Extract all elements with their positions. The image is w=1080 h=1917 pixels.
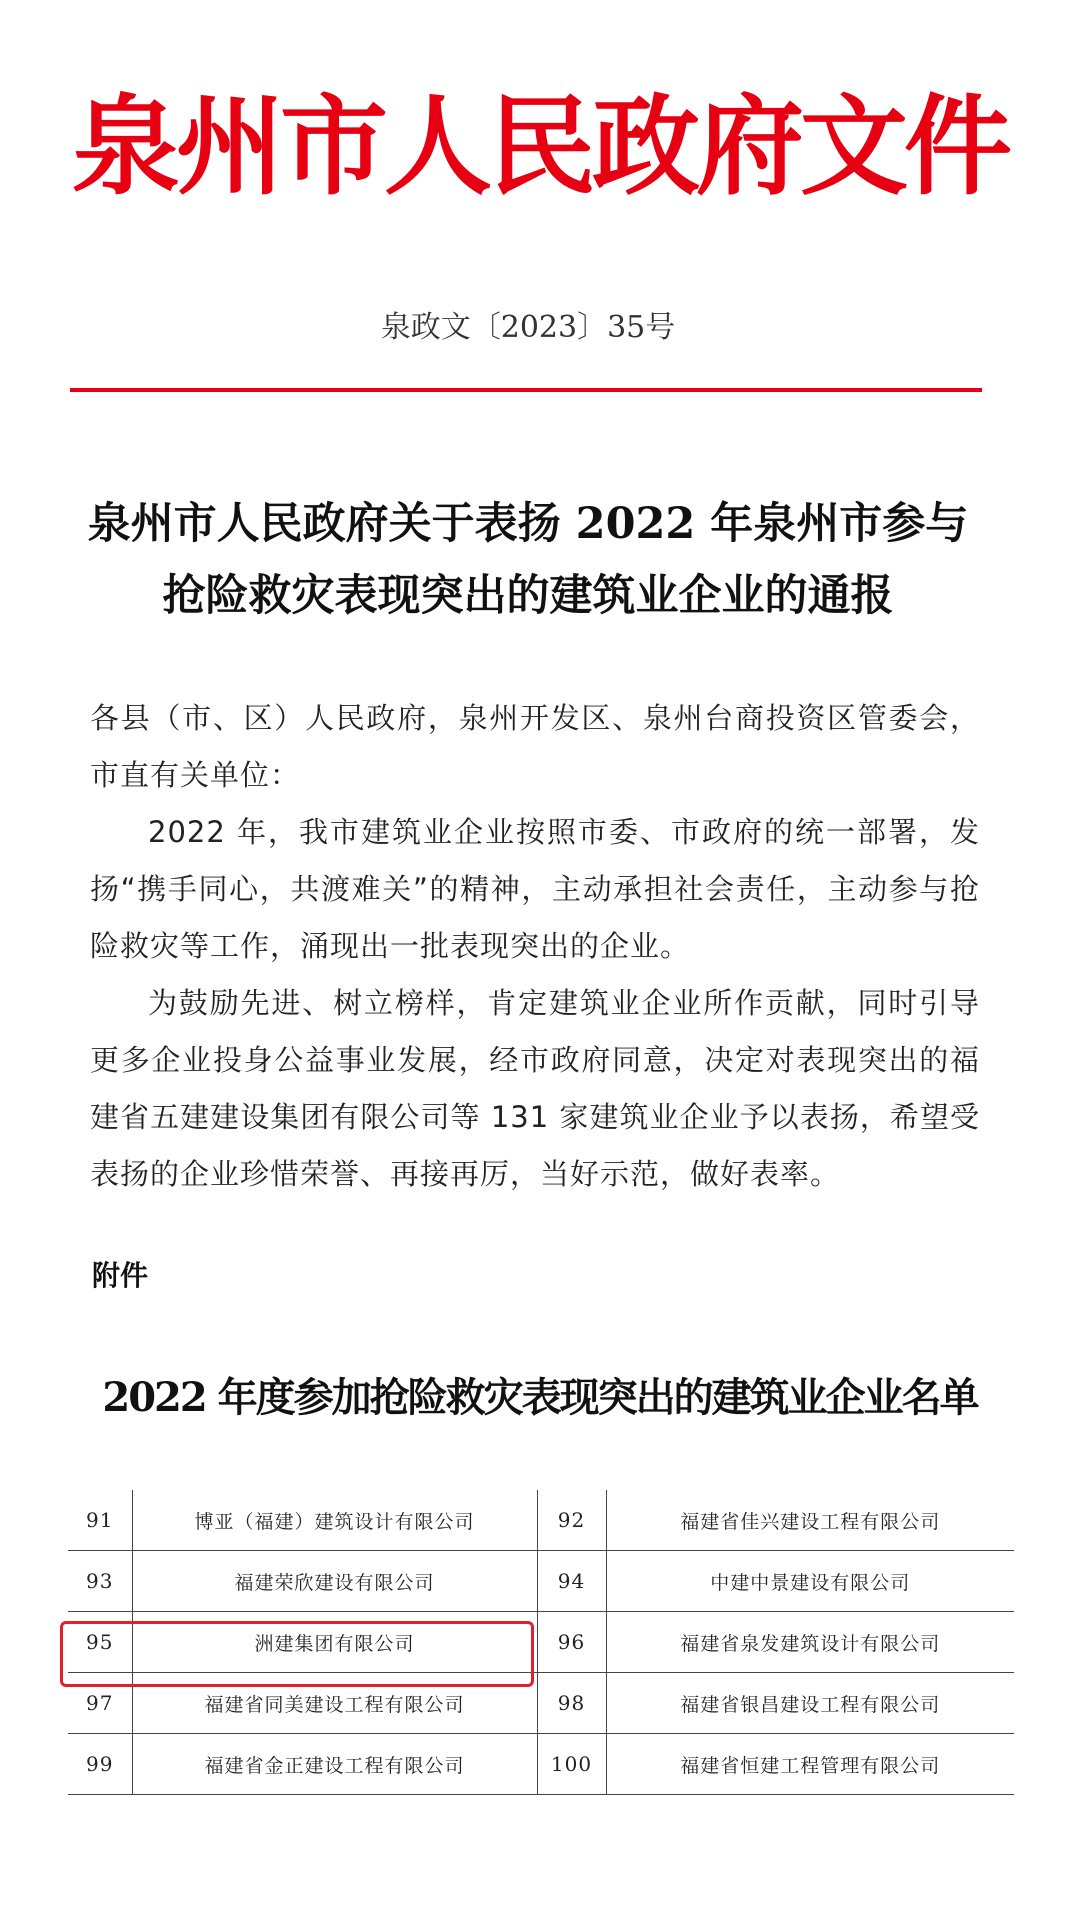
company-name: 博亚（福建）建筑设计有限公司 bbox=[132, 1490, 537, 1551]
notice-title-line-1: 泉州市人民政府关于表扬 2022 年泉州市参与 bbox=[87, 499, 969, 549]
row-number: 92 bbox=[537, 1490, 606, 1551]
salutation: 各县（市、区）人民政府，泉州开发区、泉州台商投资区管委会，市直有关单位： bbox=[90, 701, 980, 792]
attachment-label: 附件 bbox=[92, 1259, 149, 1292]
table-row bbox=[68, 1734, 1014, 1795]
notice-title bbox=[60, 488, 996, 632]
company-list-title: 2022 年度参加抢险救灾表现突出的建筑业企业名单 bbox=[102, 1374, 978, 1421]
row-number: 96 bbox=[537, 1612, 606, 1673]
body-paragraph-1: 2022 年，我市建筑业企业按照市委、市政府的统一部署，发扬“携手同心，共渡难关”的精神，主动承担社会责任，主动参与抢险救灾等工作，涌现出一批表现突出的企业。 bbox=[90, 815, 980, 963]
notice-title-line-2: 抢险救灾表现突出的建筑业企业的通报 bbox=[162, 571, 894, 621]
document-number: 泉政文〔2023〕35号 bbox=[380, 310, 676, 345]
company-name: 福建省恒建工程管理有限公司 bbox=[606, 1734, 1014, 1795]
row-number: 100 bbox=[537, 1734, 606, 1795]
company-name: 中建中景建设有限公司 bbox=[606, 1551, 1014, 1612]
company-name: 福建荣欣建设有限公司 bbox=[132, 1551, 537, 1612]
row-number: 95 bbox=[68, 1612, 132, 1673]
company-name: 福建省银昌建设工程有限公司 bbox=[606, 1673, 1014, 1734]
document-header-title: 泉州市人民政府文件 bbox=[71, 84, 1008, 210]
row-number: 98 bbox=[537, 1673, 606, 1734]
notice-body bbox=[90, 690, 980, 1203]
header-divider bbox=[70, 388, 982, 392]
company-name: 福建省金正建设工程有限公司 bbox=[132, 1734, 537, 1795]
table-row bbox=[68, 1551, 1014, 1612]
row-number: 94 bbox=[537, 1551, 606, 1612]
body-paragraph-2: 为鼓励先进、树立榜样，肯定建筑业企业所作贡献，同时引导更多企业投身公益事业发展，经市政府同意，决定对表现突出的福建省五建建设集团有限公司等 131 家建筑业企业予以表扬，希望受表扬的企业珍惜荣誉、再接再厉，当好示范，做好表率。 bbox=[90, 986, 980, 1191]
row-number: 97 bbox=[68, 1673, 132, 1734]
table-row bbox=[68, 1490, 1014, 1551]
highlight-annotation-box bbox=[60, 1621, 534, 1687]
company-name: 福建省同美建设工程有限公司 bbox=[132, 1673, 537, 1734]
company-name: 福建省泉发建筑设计有限公司 bbox=[606, 1612, 1014, 1673]
company-name: 福建省佳兴建设工程有限公司 bbox=[606, 1490, 1014, 1551]
row-number: 91 bbox=[68, 1490, 132, 1551]
row-number: 93 bbox=[68, 1551, 132, 1612]
row-number: 99 bbox=[68, 1734, 132, 1795]
company-name: 洲建集团有限公司 bbox=[132, 1612, 537, 1673]
